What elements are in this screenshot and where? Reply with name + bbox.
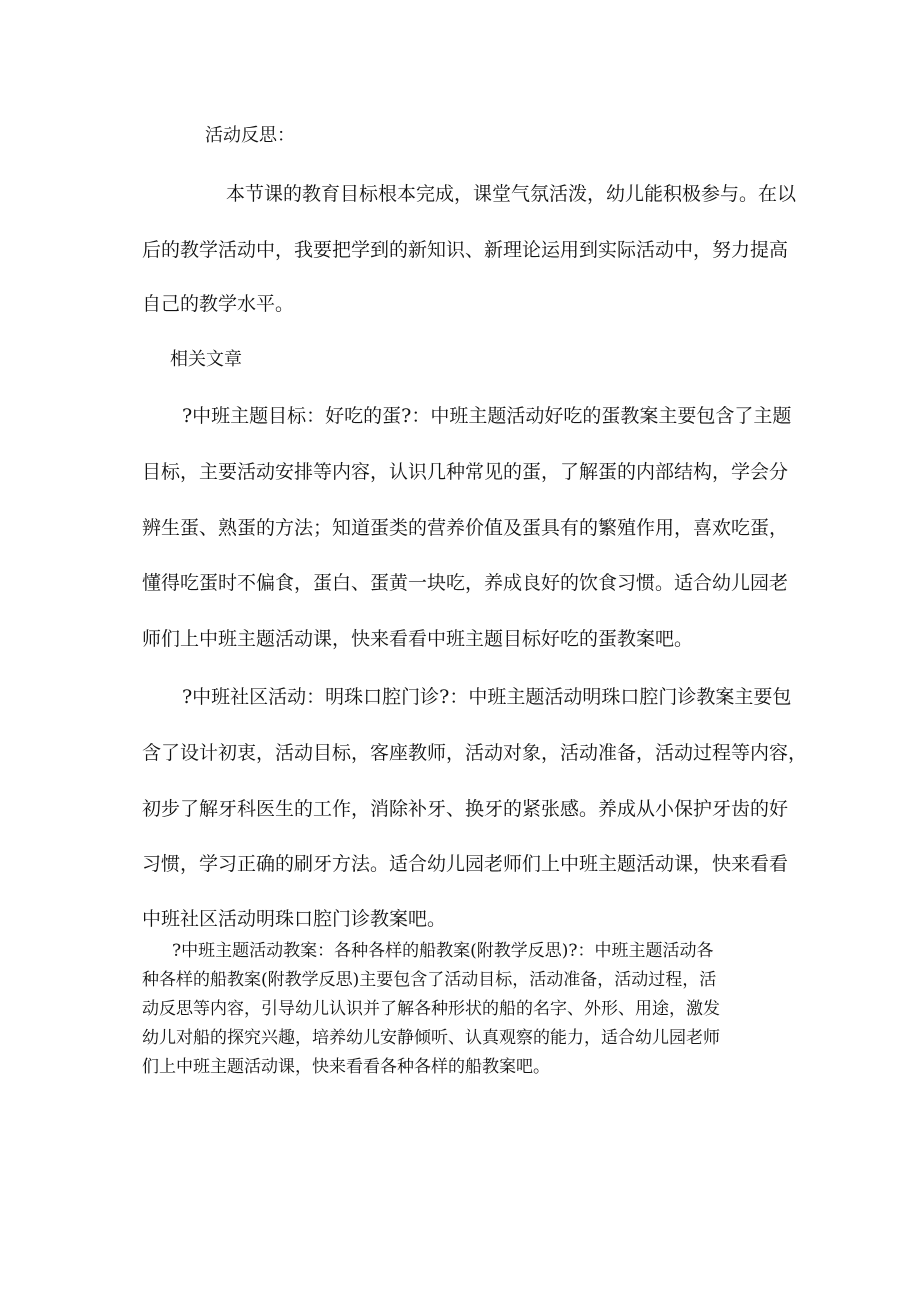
article2-line-3: 初步了解牙科医生的工作，消除补牙、换牙的紧张感。养成从小保护牙齿的好 — [142, 798, 789, 820]
article1-line-5: 师们上中班主题活动课，快来看看中班主题目标好吃的蛋教案吧。 — [142, 628, 694, 650]
article3-line-3: 动反思等内容，引导幼儿认识并了解各种形状的船的名字、外形、用途，激发 — [142, 999, 720, 1019]
article3-line-1[interactable]: ?中班主题活动教案：各种各样的船教案(附教学反思)?：中班主题活动各 — [172, 941, 714, 961]
article1-line-4: 懂得吃蛋时不偏食，蛋白、蛋黄一块吃，养成良好的饮食习惯。适合幼儿园老 — [142, 572, 789, 594]
article1-line-2: 目标，主要活动安排等内容，认识几种常见的蛋，了解蛋的内部结构，学会分 — [142, 461, 789, 483]
reflection-line-1: 本节课的教育目标根本完成，课堂气氛活泼，幼儿能积极参与。在以 — [226, 183, 797, 205]
article3-line-5: 们上中班主题活动课，快来看看各种各样的船教案吧。 — [142, 1057, 550, 1077]
article2-line-5: 中班社区活动明珠口腔门诊教案吧。 — [142, 908, 447, 930]
reflection-line-2: 后的教学活动中，我要把学到的新知识、新理论运用到实际活动中，努力提高 — [142, 239, 789, 261]
article3-line-4: 幼儿对船的探究兴趣，培养幼儿安静倾听、认真观察的能力，适合幼儿园老师 — [142, 1028, 720, 1048]
article2-line-1[interactable]: ?中班社区活动：明珠口腔门诊?：中班主题活动明珠口腔门诊教案主要包 — [182, 686, 792, 708]
related-articles-heading: 相关文章 — [170, 349, 242, 370]
article2-line-4: 习惯，学习正确的刷牙方法。适合幼儿园老师们上中班主题活动课，快来看看 — [142, 853, 789, 875]
article3-line-2: 种各样的船教案(附教学反思)主要包含了活动目标，活动准备，活动过程，活 — [142, 970, 717, 990]
reflection-line-3: 自己的教学水平。 — [142, 293, 295, 315]
article2-line-2: 含了设计初衷，活动目标，客座教师，活动对象，活动准备，活动过程等内容， — [142, 742, 808, 764]
reflection-heading: 活动反思： — [205, 125, 295, 146]
article1-line-3: 辨生蛋、熟蛋的方法；知道蛋类的营养价值及蛋具有的繁殖作用，喜欢吃蛋， — [142, 517, 789, 539]
article1-line-1[interactable]: ?中班主题目标：好吃的蛋?：中班主题活动好吃的蛋教案主要包含了主题 — [182, 405, 792, 427]
